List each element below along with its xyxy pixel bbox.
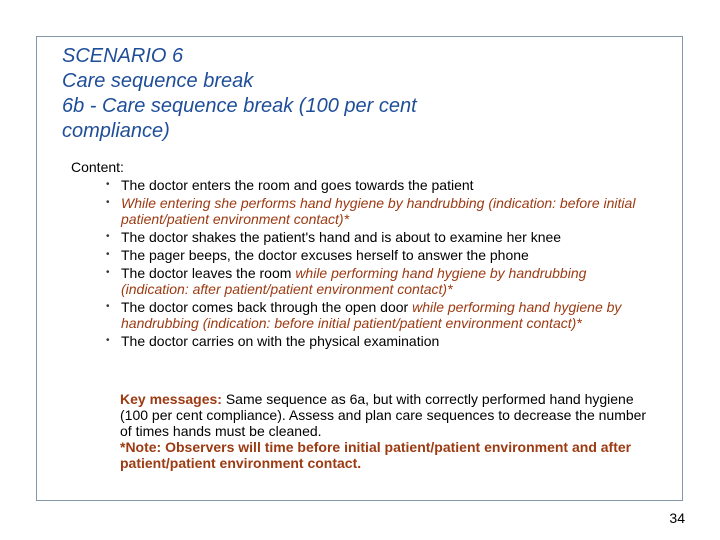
list-item — [106, 229, 646, 245]
bullet-icon: • — [106, 179, 110, 190]
item-highlight: while performing hand hygiene by handrubbing (indication: before initial patient/patient environment contact)* — [121, 299, 622, 331]
title-line-2: Care sequence break — [62, 70, 254, 92]
key-messages-text: Same sequence as 6a, but with correctly performed hand hygiene (100 per cent compliance). Assess and plan care sequences to decrease the number of times hands must be cleaned. — [120, 391, 647, 439]
bullet-icon: • — [106, 301, 110, 312]
title-line-1: SCENARIO 6 — [62, 45, 184, 67]
list-item — [106, 333, 646, 349]
list-item — [106, 299, 646, 331]
item-highlight: while performing hand hygiene by handrubbing (indication: after patient/patient environment contact)* — [121, 265, 587, 297]
title-line-4: compliance) — [62, 120, 170, 142]
item-text: The doctor comes back through the open door — [121, 299, 413, 315]
bullet-icon: • — [106, 267, 110, 278]
key-messages — [120, 391, 650, 471]
scenario-steps-list — [106, 177, 646, 351]
list-item — [106, 247, 646, 263]
key-messages-note: *Note: Observers will time before initial patient/patient environment and after patient/patient environment contact. — [120, 439, 632, 471]
item-text: The doctor shakes the patient's hand and is about to examine her knee — [121, 229, 562, 245]
content-label: Content — [71, 159, 121, 175]
item-highlight: While entering she performs hand hygiene by handrubbing (indication: before initial patient/patient environment contact)* — [121, 195, 636, 227]
bullet-icon: • — [106, 249, 110, 260]
title-line-3: 6b - Care sequence break (100 per cent — [62, 95, 417, 117]
list-item — [106, 195, 646, 227]
page-number: 34 — [669, 510, 685, 526]
slide-title — [62, 44, 582, 144]
item-text: The pager beeps, the doctor excuses herself to answer the phone — [121, 247, 529, 263]
list-item — [106, 177, 646, 193]
item-text: The doctor enters the room and goes towards the patient — [121, 177, 474, 193]
content-colon: : — [120, 159, 124, 175]
item-text: The doctor leaves the room — [121, 265, 296, 281]
key-messages-label: Key messages: — [120, 391, 222, 407]
bullet-icon: • — [106, 231, 110, 242]
bullet-icon: • — [106, 335, 110, 346]
content-heading — [71, 159, 124, 175]
bullet-icon: • — [106, 197, 110, 208]
item-text: The doctor carries on with the physical examination — [121, 333, 440, 349]
list-item — [106, 265, 646, 297]
